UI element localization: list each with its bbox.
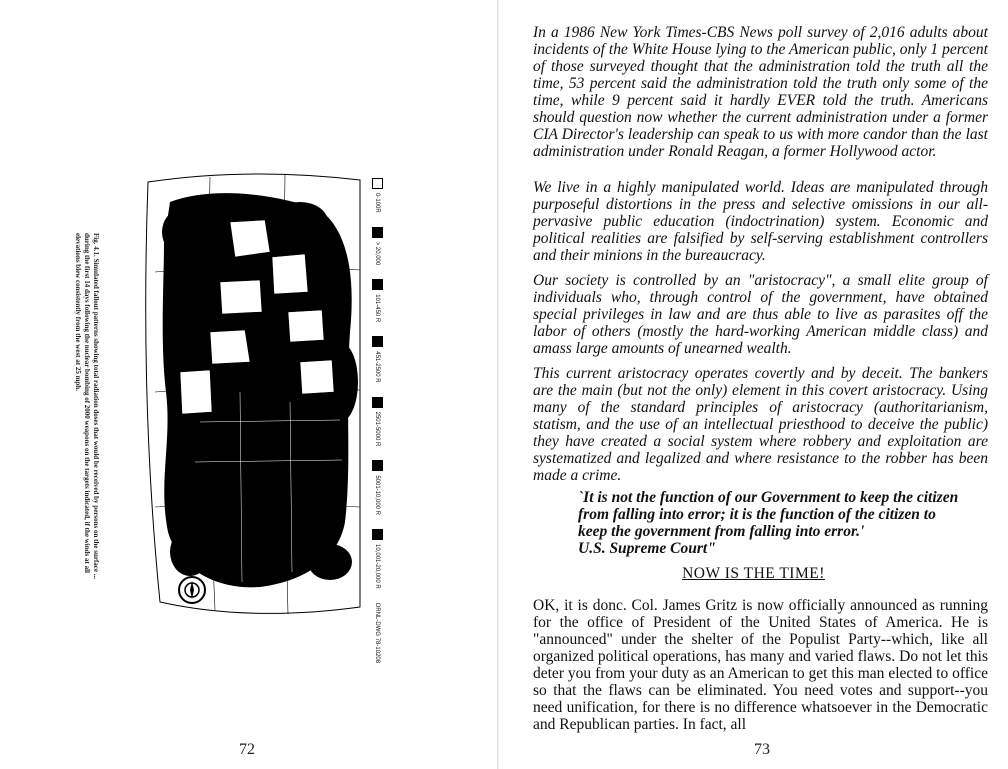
quote-text: `It is not the function of our Government to keep the citizen from falling into error; it is the function of the citizen to keep the government from falling into error.': [578, 489, 959, 540]
section-heading: NOW IS THE TIME!: [682, 565, 825, 582]
paragraph-covert-aristocracy: This current aristocracy operates covertly and by deceit. The bankers are the main (but not the only) element in this covert aristocracy. Using many of the standard principles of aristocracy (authoritarianism, statism, and the use of an intellectual priesthood to deceive the public) they have created a social system where robbery and exploitation are systematized and legalized and where resistance to the robber has been made a crime.: [533, 365, 988, 484]
legend-swatch: [372, 336, 383, 347]
compass-rose-icon: [179, 577, 205, 603]
legend-item: [372, 529, 383, 589]
legend-swatch: [372, 178, 383, 189]
legend-label: > 20,000: [374, 241, 381, 266]
legend-swatch: [372, 279, 383, 290]
legend-label: 2501-5000 R: [374, 411, 381, 447]
page-number-right: 73: [754, 741, 770, 758]
legend-label: 10,001-20,000 R: [374, 544, 381, 589]
legend-swatch: [372, 227, 383, 238]
legend-item: [372, 397, 383, 447]
page-number-left: 72: [239, 741, 255, 758]
legend-swatch: [372, 460, 383, 471]
legend-label: 101-450 R: [374, 294, 381, 323]
legend-label: 451-2500 R: [374, 351, 381, 383]
paragraph-poll: In a 1986 New York Times-CBS News poll survey of 2,016 adults about incidents of the White House lying to the American public, only 1 percent of those surveyed thought that the administration told the truth all the time, 53 percent said the administration told the truth only some of the time, while 9 percent said it hardly EVER told the truth. Americans should question now whether the current administration under a former CIA Director's leadership can speak to us with more candor than the last administration under Ronald Reagan, a former Hollywood actor.: [533, 24, 988, 160]
legend-item: [372, 227, 383, 266]
legend-label: 5001-10,000 R: [374, 475, 381, 516]
supreme-court-quote: [578, 489, 963, 557]
figure-caption: Fig. 4.1. Simulated fallout patterns showing total radiation doses that would be received by persons on the surface ... during the first 14 days following the nuclear bombing of 2000 weapons on the targets indicated, if the winds at all elevations blew consistently from the west at 25 mph.: [74, 233, 100, 579]
paragraph-aristocracy: Our society is controlled by an "aristocracy", a small elite group of individuals who, through control of the government, have obtained special privileges in law and are thus able to live as parasites off the labor of others (mostly the hard-working American middle class) and amass large amounts of unearned wealth.: [533, 272, 988, 357]
fallout-map: [60, 162, 440, 622]
right-page: [499, 0, 1008, 769]
legend-label: 0-100R: [374, 193, 381, 213]
map-code-label: ORNL-DWG 78-10208: [374, 602, 381, 664]
legend-swatch: [372, 529, 383, 540]
legend-item: [372, 279, 383, 322]
quote-source: U.S. Supreme Court": [578, 540, 716, 557]
left-page: [0, 0, 497, 769]
paragraph-manipulated-world: We live in a highly manipulated world. Ideas are manipulated through purposeful distortions in the press and selective omissions in our all-pervasive public education (indoctrination) system. Economic and political realities are falsified by self-serving establishment controllers and their minions in the bureaucracy.: [533, 179, 988, 264]
map-code: [375, 603, 381, 663]
legend-item: [372, 460, 383, 515]
fallout-map-figure: [60, 162, 440, 622]
paragraph-gritz: OK, it is donc. Col. James Gritz is now officially announced as running for the office of President of the United States of America. He is "announced" under the shelter of the Populist Party--which, like all organized political operations, has many and varied flaws. Do not let this deter you from your duty as an American to get this man elected to office so that the flaws can be eliminated. You need votes and support--you need unification, for there is no difference whatsoever in the Democratic and Republican parties. In fact, all: [533, 597, 988, 733]
legend-item: [372, 336, 383, 382]
figure-legend: [372, 178, 383, 663]
legend-swatch: [372, 397, 383, 408]
legend-item: [372, 178, 383, 213]
